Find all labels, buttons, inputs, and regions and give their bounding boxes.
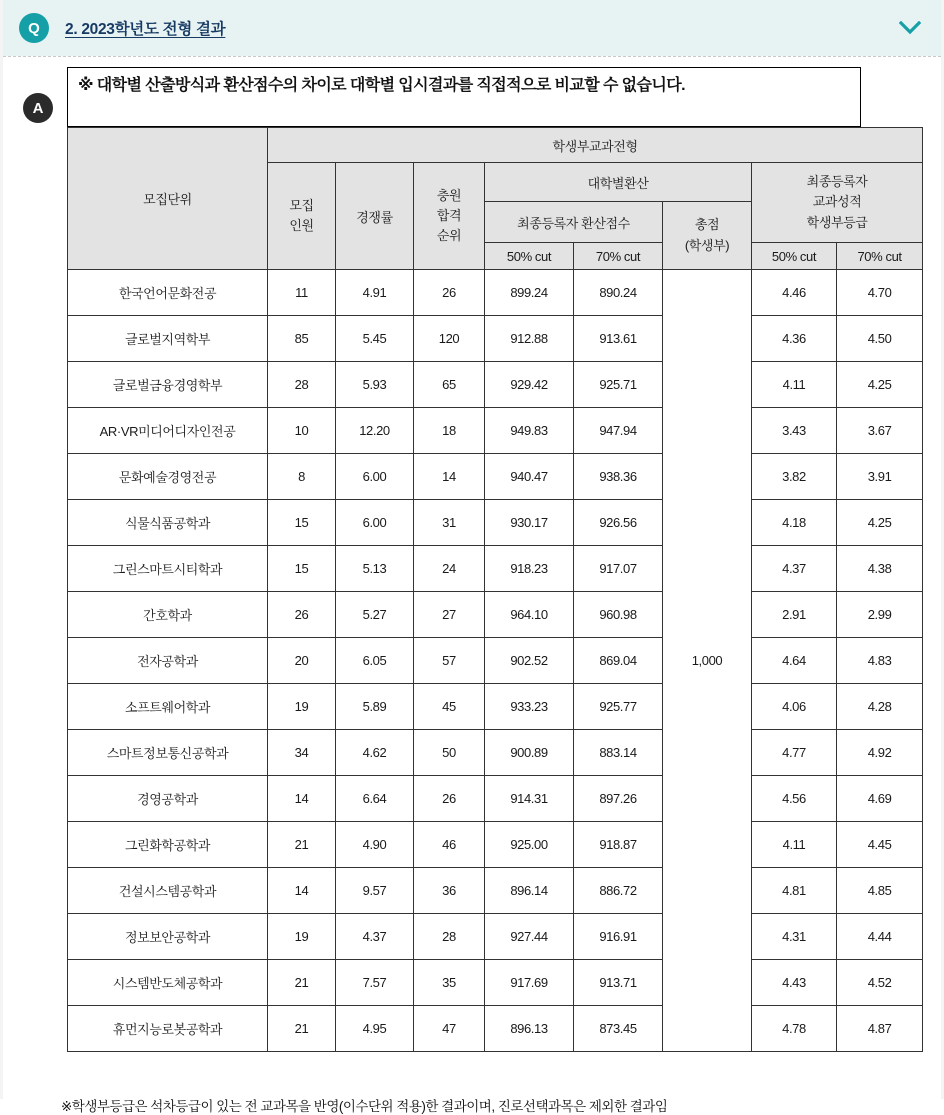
cell-rank: 50	[414, 730, 485, 776]
cell-rate: 5.45	[336, 316, 414, 362]
question-header-bar[interactable]	[3, 0, 941, 56]
cell-cut70: 913.61	[574, 316, 663, 362]
cell-cut70: 918.87	[574, 822, 663, 868]
section-divider	[3, 56, 941, 57]
cell-cut70: 873.45	[574, 1006, 663, 1052]
cell-cut50: 930.17	[485, 500, 574, 546]
cell-rate: 4.62	[336, 730, 414, 776]
cell-unit: 경영공학과	[68, 776, 268, 822]
table-row	[68, 500, 923, 546]
cell-quota: 8	[268, 454, 336, 500]
cell-cut70: 916.91	[574, 914, 663, 960]
cell-grade-cut70: 4.45	[837, 822, 923, 868]
question-badge: Q	[19, 13, 49, 43]
cell-unit: 글로벌금융경영학부	[68, 362, 268, 408]
cell-unit: 건설시스템공학과	[68, 868, 268, 914]
table-row	[68, 454, 923, 500]
cell-cut70: 938.36	[574, 454, 663, 500]
cell-rank: 57	[414, 638, 485, 684]
cell-rank: 14	[414, 454, 485, 500]
table-row	[68, 776, 923, 822]
cell-cut50: 929.42	[485, 362, 574, 408]
cell-unit: 휴먼지능로봇공학과	[68, 1006, 268, 1052]
cell-rate: 9.57	[336, 868, 414, 914]
cell-rank: 24	[414, 546, 485, 592]
table-row	[68, 684, 923, 730]
cell-quota: 21	[268, 960, 336, 1006]
table-row	[68, 730, 923, 776]
cell-cut50: 940.47	[485, 454, 574, 500]
cell-quota: 21	[268, 822, 336, 868]
chevron-down-icon[interactable]	[897, 15, 923, 41]
cell-grade-cut70: 4.25	[837, 500, 923, 546]
cell-quota: 19	[268, 684, 336, 730]
col-header-rate: 경쟁률	[336, 163, 414, 270]
table-row	[68, 868, 923, 914]
cell-rate: 4.90	[336, 822, 414, 868]
cell-rate: 6.00	[336, 454, 414, 500]
cell-unit: AR·VR미디어디자인전공	[68, 408, 268, 454]
cell-cut50: 918.23	[485, 546, 574, 592]
cell-cut50: 925.00	[485, 822, 574, 868]
cell-quota: 14	[268, 776, 336, 822]
table-row	[68, 270, 923, 316]
table-row	[68, 546, 923, 592]
table-body	[68, 270, 923, 1052]
cell-rate: 6.05	[336, 638, 414, 684]
col-header-quota	[268, 163, 336, 270]
cell-unit: 글로벌지역학부	[68, 316, 268, 362]
cell-grade-cut70: 4.69	[837, 776, 923, 822]
cell-cut70: 917.07	[574, 546, 663, 592]
cell-unit: 시스템반도체공학과	[68, 960, 268, 1006]
col-header-quota-line1: 모집	[289, 197, 314, 213]
notice-box	[67, 67, 861, 127]
cell-grade-cut50: 4.81	[752, 868, 837, 914]
col-header-rank-line2: 합격	[436, 207, 462, 223]
cell-cut50: 917.69	[485, 960, 574, 1006]
cell-cut70: 913.71	[574, 960, 663, 1006]
table-row	[68, 408, 923, 454]
table-row	[68, 316, 923, 362]
table-head	[68, 128, 923, 270]
table-row	[68, 362, 923, 408]
table-row	[68, 592, 923, 638]
cell-unit: 소프트웨어학과	[68, 684, 268, 730]
cell-grade-cut70: 3.91	[837, 454, 923, 500]
cell-cut50: 949.83	[485, 408, 574, 454]
cell-rank: 35	[414, 960, 485, 1006]
cell-grade-cut50: 4.11	[752, 822, 837, 868]
cell-grade-cut70: 4.50	[837, 316, 923, 362]
answer-badge-wrap	[23, 93, 53, 123]
col-header-grade-line1: 최종등록자	[806, 174, 868, 190]
cell-grade-cut50: 4.36	[752, 316, 837, 362]
table-row	[68, 1006, 923, 1052]
cell-rate: 4.37	[336, 914, 414, 960]
cell-quota: 14	[268, 868, 336, 914]
cell-rate: 12.20	[336, 408, 414, 454]
cell-grade-cut70: 4.52	[837, 960, 923, 1006]
cell-rate: 5.93	[336, 362, 414, 408]
cell-quota: 10	[268, 408, 336, 454]
cell-unit: 간호학과	[68, 592, 268, 638]
cell-grade-cut50: 4.11	[752, 362, 837, 408]
cell-cut50: 902.52	[485, 638, 574, 684]
cell-cut50: 912.88	[485, 316, 574, 362]
notice-text: ※ 대학별 산출방식과 환산점수의 차이로 대학별 입시결과를 직접적으로 비교할 수 없습니다.	[78, 77, 685, 94]
cell-rank: 65	[414, 362, 485, 408]
cell-grade-cut70: 4.83	[837, 638, 923, 684]
cell-rank: 28	[414, 914, 485, 960]
cell-quota: 15	[268, 500, 336, 546]
cell-cut50: 900.89	[485, 730, 574, 776]
cell-quota: 11	[268, 270, 336, 316]
col-header-total-line1: 총점	[694, 217, 720, 233]
cell-grade-cut70: 4.92	[837, 730, 923, 776]
col-header-total-line2: (학생부)	[684, 237, 730, 253]
cell-rank: 18	[414, 408, 485, 454]
cell-rank: 31	[414, 500, 485, 546]
cell-unit: 문화예술경영전공	[68, 454, 268, 500]
cell-cut70: 897.26	[574, 776, 663, 822]
col-header-quota-line2: 인원	[289, 218, 314, 233]
cell-cut70: 925.71	[574, 362, 663, 408]
results-table-wrapper	[67, 127, 922, 1052]
cell-quota: 20	[268, 638, 336, 684]
cell-grade-cut50: 4.64	[752, 638, 837, 684]
cell-rank: 120	[414, 316, 485, 362]
cell-grade-cut70: 4.28	[837, 684, 923, 730]
col-header-cut70: 70% cut	[574, 243, 663, 270]
cell-cut50: 896.13	[485, 1006, 574, 1052]
cell-grade-cut50: 4.37	[752, 546, 837, 592]
col-header-grade-line2: 교과성적	[812, 194, 862, 210]
cell-rank: 26	[414, 270, 485, 316]
col-header-rank-line1: 충원	[436, 187, 462, 203]
col-header-total	[663, 202, 752, 270]
cell-grade-cut50: 3.43	[752, 408, 837, 454]
cell-grade-cut70: 3.67	[837, 408, 923, 454]
cell-grade-cut50: 3.82	[752, 454, 837, 500]
cell-cut70: 883.14	[574, 730, 663, 776]
cell-quota: 28	[268, 362, 336, 408]
cell-cut70: 947.94	[574, 408, 663, 454]
page-title[interactable]: 2. 2023학년도 전형 결과	[65, 21, 226, 38]
col-header-rank	[414, 163, 485, 270]
col-header-conversion-group: 대학별환산	[485, 163, 752, 202]
cell-rank: 27	[414, 592, 485, 638]
cell-cut50: 914.31	[485, 776, 574, 822]
header-row-1	[68, 128, 923, 163]
cell-rate: 5.13	[336, 546, 414, 592]
cell-unit: 정보보안공학과	[68, 914, 268, 960]
cell-total-score: 1,000	[663, 270, 752, 1052]
table-row	[68, 960, 923, 1006]
col-header-grade-group	[752, 163, 923, 243]
cell-grade-cut50: 4.43	[752, 960, 837, 1006]
table-footnote: ※학생부등급은 석차등급이 있는 전 교과목을 반영(이수단위 적용)한 결과이며, 진로선택과목은 제외한 결과임	[61, 1099, 668, 1114]
col-header-unit: 모집단위	[68, 128, 268, 270]
cell-rate: 7.57	[336, 960, 414, 1006]
col-header-grade-cut70: 70% cut	[837, 243, 923, 270]
table-row	[68, 914, 923, 960]
cell-grade-cut50: 4.56	[752, 776, 837, 822]
cell-rate: 6.64	[336, 776, 414, 822]
cell-cut70: 926.56	[574, 500, 663, 546]
cell-grade-cut50: 4.78	[752, 1006, 837, 1052]
cell-grade-cut70: 2.99	[837, 592, 923, 638]
answer-badge: A	[23, 93, 53, 123]
cell-grade-cut70: 4.44	[837, 914, 923, 960]
cell-grade-cut70: 4.70	[837, 270, 923, 316]
cell-grade-cut50: 4.46	[752, 270, 837, 316]
cell-cut70: 960.98	[574, 592, 663, 638]
cell-unit: 그린화학공학과	[68, 822, 268, 868]
cell-rate: 4.91	[336, 270, 414, 316]
cell-grade-cut50: 4.06	[752, 684, 837, 730]
cell-quota: 21	[268, 1006, 336, 1052]
cell-cut70: 890.24	[574, 270, 663, 316]
col-header-conversion-score: 최종등록자 환산점수	[485, 202, 663, 243]
cell-rank: 46	[414, 822, 485, 868]
cell-cut70: 869.04	[574, 638, 663, 684]
cell-unit: 식물식품공학과	[68, 500, 268, 546]
cell-grade-cut50: 4.31	[752, 914, 837, 960]
cell-cut50: 896.14	[485, 868, 574, 914]
cell-rate: 5.27	[336, 592, 414, 638]
col-header-grade-line3: 학생부등급	[806, 214, 868, 230]
cell-grade-cut70: 4.85	[837, 868, 923, 914]
cell-quota: 26	[268, 592, 336, 638]
table-row	[68, 822, 923, 868]
col-header-cut50: 50% cut	[485, 243, 574, 270]
cell-rank: 47	[414, 1006, 485, 1052]
cell-grade-cut50: 4.18	[752, 500, 837, 546]
cell-grade-cut70: 4.25	[837, 362, 923, 408]
cell-quota: 19	[268, 914, 336, 960]
cell-rank: 26	[414, 776, 485, 822]
cell-cut70: 925.77	[574, 684, 663, 730]
cell-rate: 6.00	[336, 500, 414, 546]
cell-cut50: 899.24	[485, 270, 574, 316]
cell-unit: 한국언어문화전공	[68, 270, 268, 316]
cell-rank: 36	[414, 868, 485, 914]
cell-grade-cut70: 4.38	[837, 546, 923, 592]
cell-rank: 45	[414, 684, 485, 730]
col-header-group-main: 학생부교과전형	[268, 128, 923, 163]
cell-unit: 스마트정보통신공학과	[68, 730, 268, 776]
cell-quota: 15	[268, 546, 336, 592]
cell-cut50: 927.44	[485, 914, 574, 960]
col-header-grade-cut50: 50% cut	[752, 243, 837, 270]
cell-quota: 85	[268, 316, 336, 362]
cell-unit: 그린스마트시티학과	[68, 546, 268, 592]
cell-cut70: 886.72	[574, 868, 663, 914]
cell-quota: 34	[268, 730, 336, 776]
cell-rate: 4.95	[336, 1006, 414, 1052]
cell-grade-cut70: 4.87	[837, 1006, 923, 1052]
col-header-rank-line3: 순위	[436, 228, 462, 244]
cell-cut50: 964.10	[485, 592, 574, 638]
cell-cut50: 933.23	[485, 684, 574, 730]
cell-unit: 전자공학과	[68, 638, 268, 684]
cell-grade-cut50: 2.91	[752, 592, 837, 638]
admission-results-table	[67, 127, 923, 1052]
cell-rate: 5.89	[336, 684, 414, 730]
cell-grade-cut50: 4.77	[752, 730, 837, 776]
table-row	[68, 638, 923, 684]
